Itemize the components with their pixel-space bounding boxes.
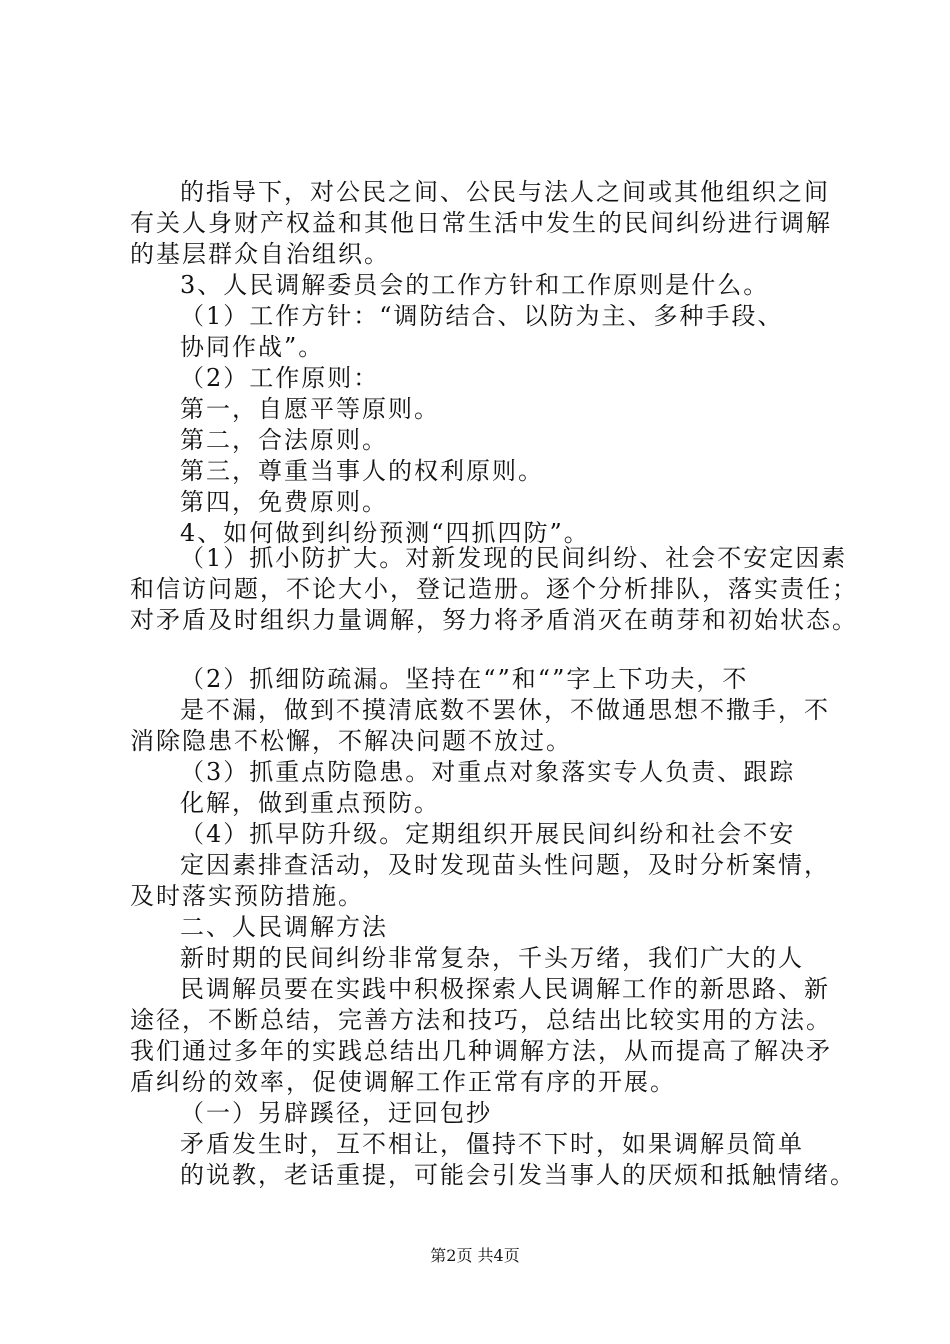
text-line: 有关人身财产权益和其他日常生活中发生的民间纠纷进行调解 [130,209,832,237]
text-line: 消除隐患不松懈，不解决问题不放过。 [130,727,572,755]
text-line: （1）工作方针：“调防结合、以防为主、多种手段、 [180,302,784,330]
text-line: 第三，尊重当事人的权利原则。 [180,457,544,485]
text-line: 化解，做到重点预防。 [180,789,440,817]
text-line: 第四，免费原则。 [180,488,388,516]
text-line: 的说教，老话重提，可能会引发当事人的厌烦和抵触情绪。 [180,1161,856,1189]
text-line: 新时期的民间纠纷非常复杂，千头万绪，我们广大的人 [180,944,804,972]
text-line: 4、如何做到纠纷预测“四抓四防”。 [180,519,590,547]
text-line: （2）工作原则： [180,364,380,392]
text-line: （1）抓小防扩大。对新发现的民间纠纷、社会不安定因素 [180,544,848,572]
text-line: 我们通过多年的实践总结出几种调解方法，从而提高了解决矛 [130,1037,832,1065]
text-line: 民调解员要在实践中积极探索人民调解工作的新思路、新 [180,975,830,1003]
text-line: 第一，自愿平等原则。 [180,395,440,423]
text-line: 是不漏，做到不摸清底数不罢休，不做通思想不撒手，不 [180,696,830,724]
text-line: 第二，合法原则。 [180,426,388,454]
text-line: 矛盾发生时，互不相让，僵持不下时，如果调解员简单 [180,1130,804,1158]
text-line: 和信访问题，不论大小，登记造册。逐个分析排队，落实责任； [130,575,858,603]
subsection-heading: （一）另辟蹊径，迂回包抄 [180,1099,492,1127]
text-line: （4）抓早防升级。定期组织开展民间纠纷和社会不安 [180,820,796,848]
text-line: 的指导下，对公民之间、公民与法人之间或其他组织之间 [180,178,830,206]
text-line: 定因素排查活动，及时发现苗头性问题，及时分析案情， [180,851,830,879]
text-line: 的基层群众自治组织。 [130,240,390,268]
text-line: 对矛盾及时组织力量调解，努力将矛盾消灭在萌芽和初始状态。 [130,606,858,634]
text-line: 途径，不断总结，完善方法和技巧，总结出比较实用的方法。 [130,1006,832,1034]
page-number-footer: 第2页 共4页 [430,1246,520,1265]
text-line: 协同作战”。 [180,333,325,361]
text-line: （2）抓细防疏漏。坚持在“”和“”字上下功夫，不 [180,665,749,693]
text-line: 盾纠纷的效率，促使调解工作正常有序的开展。 [130,1068,676,1096]
text-line: 3、人民调解委员会的工作方针和工作原则是什么。 [180,271,770,299]
section-heading: 二、人民调解方法 [180,913,388,941]
text-line: （3）抓重点防隐患。对重点对象落实专人负责、跟踪 [180,758,796,786]
text-line: 及时落实预防措施。 [130,882,364,910]
